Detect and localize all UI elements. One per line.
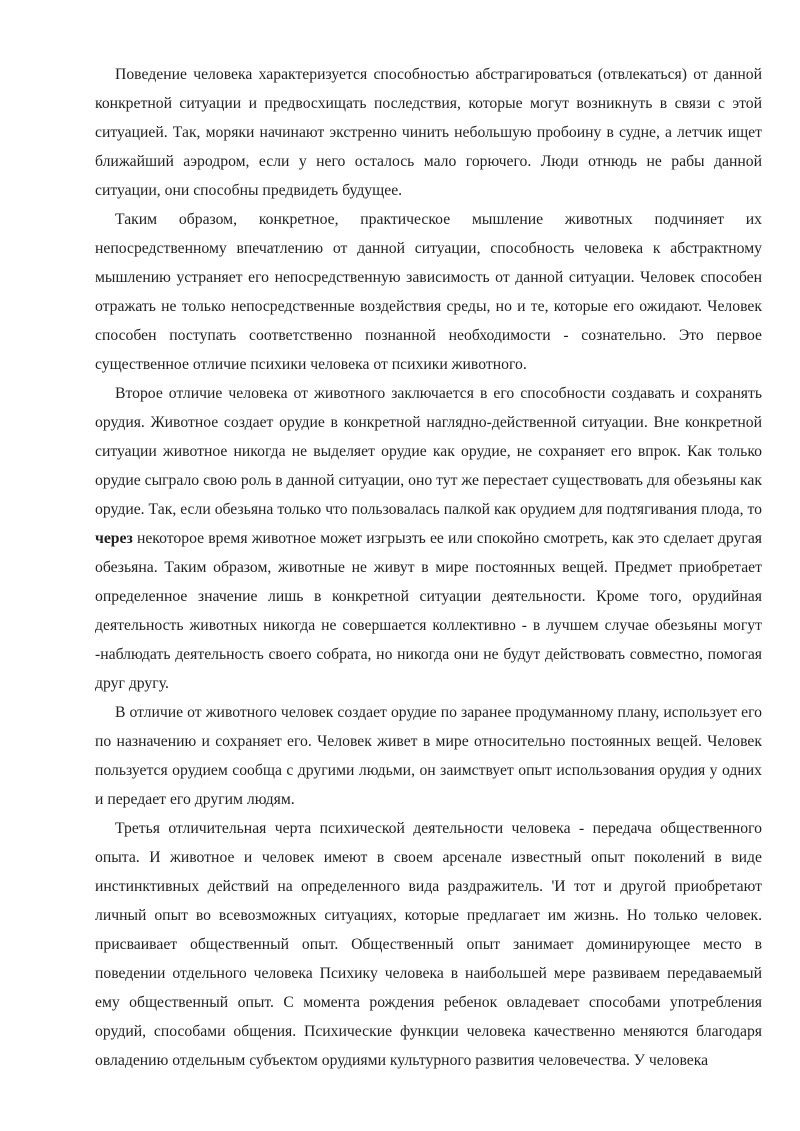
paragraph-5: Третья отличительная черта психической деятельности человека - передача общественного опыта. И животное и человек имеют в своем арсенале известный опыт поколений в виде инстинктивных действий на определенного вида раздражитель. 'И тот и другой приобретают личный опыт во всевозможных ситуациях, которые предлагает им жизнь. Но только человек. присваивает общественный опыт. Общественный опыт занимает доминирующее место в поведении отдельного человека Психику человека в наибольшей мере развиваем передаваемый ему общественный опыт. С момента рождения ребенок овладевает способами употребления орудий, способами общения. Психические функции человека качественно меняются благодаря овладению отдельным субъектом орудиями культурного развития человечества. У человека bbox=[95, 820, 762, 1069]
document-page bbox=[95, 60, 762, 1075]
paragraph-1: Поведение человека характеризуется способностью абстрагироваться (отвлекаться) от данной конкретной ситуации и предвосхищать последствия, которые могут возникнуть в связи с этой ситуацией. Так, моряки начинают экстренно чинить небольшую пробоину в судне, а летчик ищет ближайший аэродром, если у него осталось мало горючего. Люди отнюдь не рабы данной ситуации, они способны предвидеть будущее. bbox=[95, 66, 762, 199]
paragraph-3 bbox=[95, 379, 762, 698]
paragraph-4: В отличие от животного человек создает орудие по заранее продуманному плану, использует его по назначению и сохраняет его. Человек живет в мире относительно постоянных вещей. Человек пользуется орудием сообща с другими людьми, он заимствует опыт использования орудия у одних и передает его другим людям. bbox=[95, 704, 762, 808]
paragraph-3-text-before: Второе отличие человека от животного заключается в его способности создавать и сохранять орудия. Животное создает орудие в конкретной наглядно-действенной ситуации. Вне конкретной ситуации животное никогда не выделяет орудие как орудие, не сохраняет его впрок. Как только орудие сыграло свою роль в данной ситуации, оно тут же перестает существовать для обезьяны как орудие. Так, если обезьяна только что пользовалась палкой как орудием для подтягивания плода, то bbox=[95, 385, 762, 518]
paragraph-2: Таким образом, конкретное, практическое мышление животных подчиняет их непосредственному впечатлению от данной ситуации, способность человека к абстрактному мышлению устраняет его непосредственную зависимость от данной ситуации. Человек способен отражать не только непосредственные воздействия среды, но и те, которые его ожидают. Человек способен поступать соответственно познанной необходимости - сознательно. Это первое существенное отличие психики человека от психики животного. bbox=[95, 211, 762, 373]
paragraph-3-text-after: некоторое время животное может изгрызть ее или спокойно смотреть, как это сделает другая обезьяна. Таким образом, животные не живут в мире постоянных вещей. Предмет приобретает определенное значение лишь в конкретной ситуации деятельности. Кроме того, орудийная деятельность животных никогда не совершается коллективно - в лучшем случае обезьяны могут -наблюдать деятельность своего собрата, но никогда они не будут действовать совместно, помогая друг другу. bbox=[95, 530, 762, 692]
bold-word: через bbox=[95, 530, 133, 547]
